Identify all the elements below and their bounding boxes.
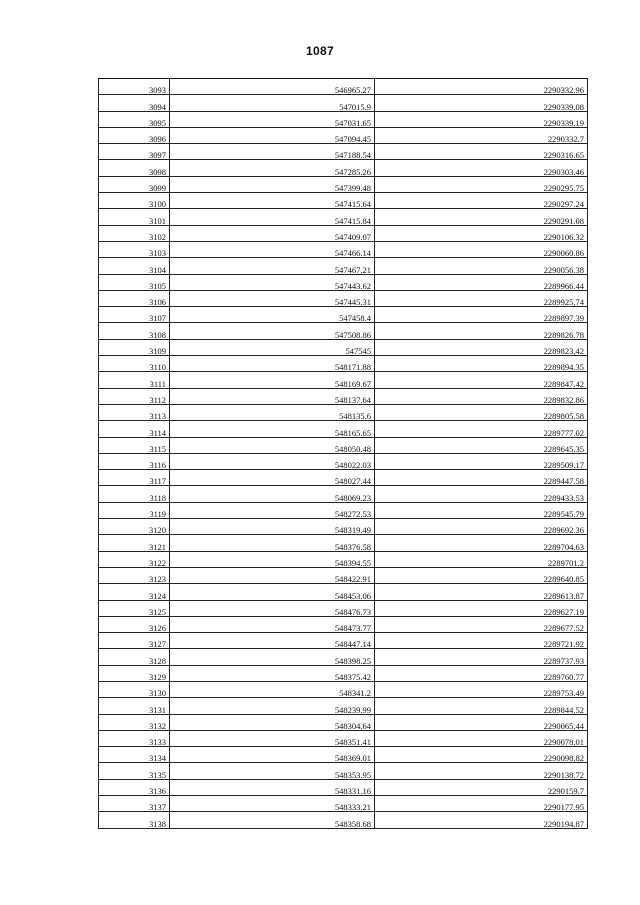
table-row bbox=[99, 681, 588, 697]
y-coordinate-cell: 2289832.86 bbox=[375, 388, 588, 404]
point-number-cell: 3123 bbox=[99, 567, 170, 583]
point-number-cell: 3107 bbox=[99, 307, 170, 323]
point-number-cell: 3103 bbox=[99, 241, 170, 257]
y-coordinate-cell: 2290291.08 bbox=[375, 209, 588, 225]
table-row bbox=[99, 535, 588, 551]
y-coordinate-cell: 2289701.2 bbox=[375, 551, 588, 567]
point-number-cell: 3100 bbox=[99, 193, 170, 209]
y-coordinate-cell: 2290194.87 bbox=[375, 812, 588, 828]
x-coordinate-cell: 548319.49 bbox=[170, 519, 375, 535]
x-coordinate-cell: 548272.53 bbox=[170, 502, 375, 518]
y-coordinate-cell: 2290106.32 bbox=[375, 225, 588, 241]
table-row bbox=[99, 796, 588, 812]
x-coordinate-cell: 548398.25 bbox=[170, 649, 375, 665]
x-coordinate-cell: 548137.64 bbox=[170, 388, 375, 404]
x-coordinate-cell: 547409.07 bbox=[170, 225, 375, 241]
table-row bbox=[99, 193, 588, 209]
x-coordinate-cell: 547188.54 bbox=[170, 144, 375, 160]
y-coordinate-cell: 2290339.19 bbox=[375, 111, 588, 127]
y-coordinate-cell: 2289777.02 bbox=[375, 421, 588, 437]
x-coordinate-cell: 547399.48 bbox=[170, 176, 375, 192]
table-row bbox=[99, 79, 588, 95]
table-row bbox=[99, 714, 588, 730]
table-row bbox=[99, 372, 588, 388]
y-coordinate-cell: 2289433.53 bbox=[375, 486, 588, 502]
point-number-cell: 3131 bbox=[99, 698, 170, 714]
point-number-cell: 3128 bbox=[99, 649, 170, 665]
point-number-cell: 3095 bbox=[99, 111, 170, 127]
table-row bbox=[99, 665, 588, 681]
x-coordinate-cell: 548135.6 bbox=[170, 404, 375, 420]
point-number-cell: 3122 bbox=[99, 551, 170, 567]
table-row bbox=[99, 502, 588, 518]
y-coordinate-cell: 2289823.42 bbox=[375, 339, 588, 355]
x-coordinate-cell: 548358.68 bbox=[170, 812, 375, 828]
table-row bbox=[99, 551, 588, 567]
y-coordinate-cell: 2289925.74 bbox=[375, 290, 588, 306]
y-coordinate-cell: 2289640.85 bbox=[375, 567, 588, 583]
x-coordinate-cell: 547445.31 bbox=[170, 290, 375, 306]
x-coordinate-cell: 547508.86 bbox=[170, 323, 375, 339]
x-coordinate-cell: 547415.84 bbox=[170, 209, 375, 225]
x-coordinate-cell: 548171.88 bbox=[170, 356, 375, 372]
point-number-cell: 3125 bbox=[99, 600, 170, 616]
x-coordinate-cell: 548376.58 bbox=[170, 535, 375, 551]
x-coordinate-cell: 548453.06 bbox=[170, 584, 375, 600]
table-row bbox=[99, 649, 588, 665]
table-row bbox=[99, 779, 588, 795]
table-row bbox=[99, 421, 588, 437]
table-row bbox=[99, 453, 588, 469]
table-row bbox=[99, 241, 588, 257]
y-coordinate-cell: 2289760.77 bbox=[375, 665, 588, 681]
point-number-cell: 3096 bbox=[99, 127, 170, 143]
point-number-cell: 3094 bbox=[99, 95, 170, 111]
table-row bbox=[99, 763, 588, 779]
point-number-cell: 3113 bbox=[99, 404, 170, 420]
table-row bbox=[99, 519, 588, 535]
x-coordinate-cell: 547467.21 bbox=[170, 258, 375, 274]
table-row bbox=[99, 323, 588, 339]
y-coordinate-cell: 2289966.44 bbox=[375, 274, 588, 290]
y-coordinate-cell: 2289545.79 bbox=[375, 502, 588, 518]
table-row bbox=[99, 274, 588, 290]
point-number-cell: 3097 bbox=[99, 144, 170, 160]
table-row bbox=[99, 144, 588, 160]
table-row bbox=[99, 584, 588, 600]
point-number-cell: 3135 bbox=[99, 763, 170, 779]
x-coordinate-cell: 548165.65 bbox=[170, 421, 375, 437]
table-row bbox=[99, 225, 588, 241]
point-number-cell: 3109 bbox=[99, 339, 170, 355]
x-coordinate-cell: 547545 bbox=[170, 339, 375, 355]
table-row bbox=[99, 616, 588, 632]
point-number-cell: 3102 bbox=[99, 225, 170, 241]
y-coordinate-cell: 2289677.52 bbox=[375, 616, 588, 632]
table-row bbox=[99, 470, 588, 486]
table-row bbox=[99, 486, 588, 502]
y-coordinate-cell: 2289894.35 bbox=[375, 356, 588, 372]
y-coordinate-cell: 2290098.82 bbox=[375, 747, 588, 763]
point-number-cell: 3119 bbox=[99, 502, 170, 518]
table-row bbox=[99, 258, 588, 274]
y-coordinate-cell: 2289613.87 bbox=[375, 584, 588, 600]
table-row bbox=[99, 290, 588, 306]
point-number-cell: 3132 bbox=[99, 714, 170, 730]
point-number-cell: 3093 bbox=[99, 79, 170, 95]
point-number-cell: 3115 bbox=[99, 437, 170, 453]
point-number-cell: 3133 bbox=[99, 730, 170, 746]
x-coordinate-cell: 547094.45 bbox=[170, 127, 375, 143]
table-row bbox=[99, 160, 588, 176]
y-coordinate-cell: 2289826.78 bbox=[375, 323, 588, 339]
x-coordinate-cell: 548394.55 bbox=[170, 551, 375, 567]
x-coordinate-cell: 548369.01 bbox=[170, 747, 375, 763]
y-coordinate-cell: 2290177.95 bbox=[375, 796, 588, 812]
point-number-cell: 3126 bbox=[99, 616, 170, 632]
table-body bbox=[99, 79, 588, 829]
point-number-cell: 3130 bbox=[99, 681, 170, 697]
table-row bbox=[99, 127, 588, 143]
table-row bbox=[99, 600, 588, 616]
x-coordinate-cell: 547466.14 bbox=[170, 241, 375, 257]
x-coordinate-cell: 547458.4 bbox=[170, 307, 375, 323]
y-coordinate-cell: 2289447.58 bbox=[375, 470, 588, 486]
point-number-cell: 3134 bbox=[99, 747, 170, 763]
y-coordinate-cell: 2289509.17 bbox=[375, 453, 588, 469]
y-coordinate-cell: 2290159.7 bbox=[375, 779, 588, 795]
point-number-cell: 3112 bbox=[99, 388, 170, 404]
table-row bbox=[99, 633, 588, 649]
x-coordinate-cell: 547443.62 bbox=[170, 274, 375, 290]
x-coordinate-cell: 548050.48 bbox=[170, 437, 375, 453]
table-row bbox=[99, 404, 588, 420]
y-coordinate-cell: 2289704.63 bbox=[375, 535, 588, 551]
point-number-cell: 3098 bbox=[99, 160, 170, 176]
x-coordinate-cell: 547415.64 bbox=[170, 193, 375, 209]
point-number-cell: 3104 bbox=[99, 258, 170, 274]
x-coordinate-cell: 548351.41 bbox=[170, 730, 375, 746]
table-row bbox=[99, 176, 588, 192]
x-coordinate-cell: 548333.21 bbox=[170, 796, 375, 812]
table-row bbox=[99, 747, 588, 763]
point-number-cell: 3121 bbox=[99, 535, 170, 551]
table-row bbox=[99, 356, 588, 372]
point-number-cell: 3116 bbox=[99, 453, 170, 469]
x-coordinate-cell: 548341.2 bbox=[170, 681, 375, 697]
x-coordinate-cell: 548447.14 bbox=[170, 633, 375, 649]
y-coordinate-cell: 2290056.38 bbox=[375, 258, 588, 274]
table-row bbox=[99, 339, 588, 355]
y-coordinate-cell: 2289897.39 bbox=[375, 307, 588, 323]
table-row bbox=[99, 388, 588, 404]
point-number-cell: 3138 bbox=[99, 812, 170, 828]
y-coordinate-cell: 2290295.75 bbox=[375, 176, 588, 192]
y-coordinate-cell: 2289721.92 bbox=[375, 633, 588, 649]
y-coordinate-cell: 2289805.58 bbox=[375, 404, 588, 420]
table-row bbox=[99, 95, 588, 111]
y-coordinate-cell: 2290078.01 bbox=[375, 730, 588, 746]
table-row bbox=[99, 567, 588, 583]
point-number-cell: 3108 bbox=[99, 323, 170, 339]
x-coordinate-cell: 547031.65 bbox=[170, 111, 375, 127]
point-number-cell: 3099 bbox=[99, 176, 170, 192]
x-coordinate-cell: 548353.95 bbox=[170, 763, 375, 779]
table-row bbox=[99, 209, 588, 225]
table-row bbox=[99, 111, 588, 127]
y-coordinate-cell: 2290065.44 bbox=[375, 714, 588, 730]
y-coordinate-cell: 2290303.46 bbox=[375, 160, 588, 176]
y-coordinate-cell: 2290138.72 bbox=[375, 763, 588, 779]
table-row bbox=[99, 437, 588, 453]
x-coordinate-cell: 548422.91 bbox=[170, 567, 375, 583]
y-coordinate-cell: 2290332.7 bbox=[375, 127, 588, 143]
x-coordinate-cell: 547015.9 bbox=[170, 95, 375, 111]
y-coordinate-cell: 2290060.86 bbox=[375, 241, 588, 257]
table-row bbox=[99, 730, 588, 746]
y-coordinate-cell: 2289627.19 bbox=[375, 600, 588, 616]
point-number-cell: 3117 bbox=[99, 470, 170, 486]
point-number-cell: 3129 bbox=[99, 665, 170, 681]
x-coordinate-cell: 548069.23 bbox=[170, 486, 375, 502]
x-coordinate-cell: 548304.64 bbox=[170, 714, 375, 730]
point-number-cell: 3120 bbox=[99, 519, 170, 535]
x-coordinate-cell: 548476.73 bbox=[170, 600, 375, 616]
point-number-cell: 3124 bbox=[99, 584, 170, 600]
y-coordinate-cell: 2289737.93 bbox=[375, 649, 588, 665]
point-number-cell: 3127 bbox=[99, 633, 170, 649]
table-row bbox=[99, 812, 588, 828]
coordinates-table bbox=[98, 78, 588, 829]
page-number: 1087 bbox=[306, 44, 334, 58]
y-coordinate-cell: 2290297.24 bbox=[375, 193, 588, 209]
y-coordinate-cell: 2289753.49 bbox=[375, 681, 588, 697]
x-coordinate-cell: 548375.42 bbox=[170, 665, 375, 681]
x-coordinate-cell: 548331.16 bbox=[170, 779, 375, 795]
point-number-cell: 3101 bbox=[99, 209, 170, 225]
point-number-cell: 3106 bbox=[99, 290, 170, 306]
point-number-cell: 3114 bbox=[99, 421, 170, 437]
y-coordinate-cell: 2289645.35 bbox=[375, 437, 588, 453]
point-number-cell: 3137 bbox=[99, 796, 170, 812]
y-coordinate-cell: 2289692.36 bbox=[375, 519, 588, 535]
x-coordinate-cell: 548022.03 bbox=[170, 453, 375, 469]
x-coordinate-cell: 548169.67 bbox=[170, 372, 375, 388]
y-coordinate-cell: 2289847.42 bbox=[375, 372, 588, 388]
x-coordinate-cell: 548027.44 bbox=[170, 470, 375, 486]
table-row bbox=[99, 307, 588, 323]
point-number-cell: 3111 bbox=[99, 372, 170, 388]
x-coordinate-cell: 548473.77 bbox=[170, 616, 375, 632]
point-number-cell: 3105 bbox=[99, 274, 170, 290]
y-coordinate-cell: 2290339.08 bbox=[375, 95, 588, 111]
x-coordinate-cell: 547285.26 bbox=[170, 160, 375, 176]
x-coordinate-cell: 546965.27 bbox=[170, 79, 375, 95]
x-coordinate-cell: 548239.99 bbox=[170, 698, 375, 714]
y-coordinate-cell: 2290316.65 bbox=[375, 144, 588, 160]
point-number-cell: 3118 bbox=[99, 486, 170, 502]
y-coordinate-cell: 2289844.52 bbox=[375, 698, 588, 714]
y-coordinate-cell: 2290332.96 bbox=[375, 79, 588, 95]
point-number-cell: 3110 bbox=[99, 356, 170, 372]
table-row bbox=[99, 698, 588, 714]
point-number-cell: 3136 bbox=[99, 779, 170, 795]
